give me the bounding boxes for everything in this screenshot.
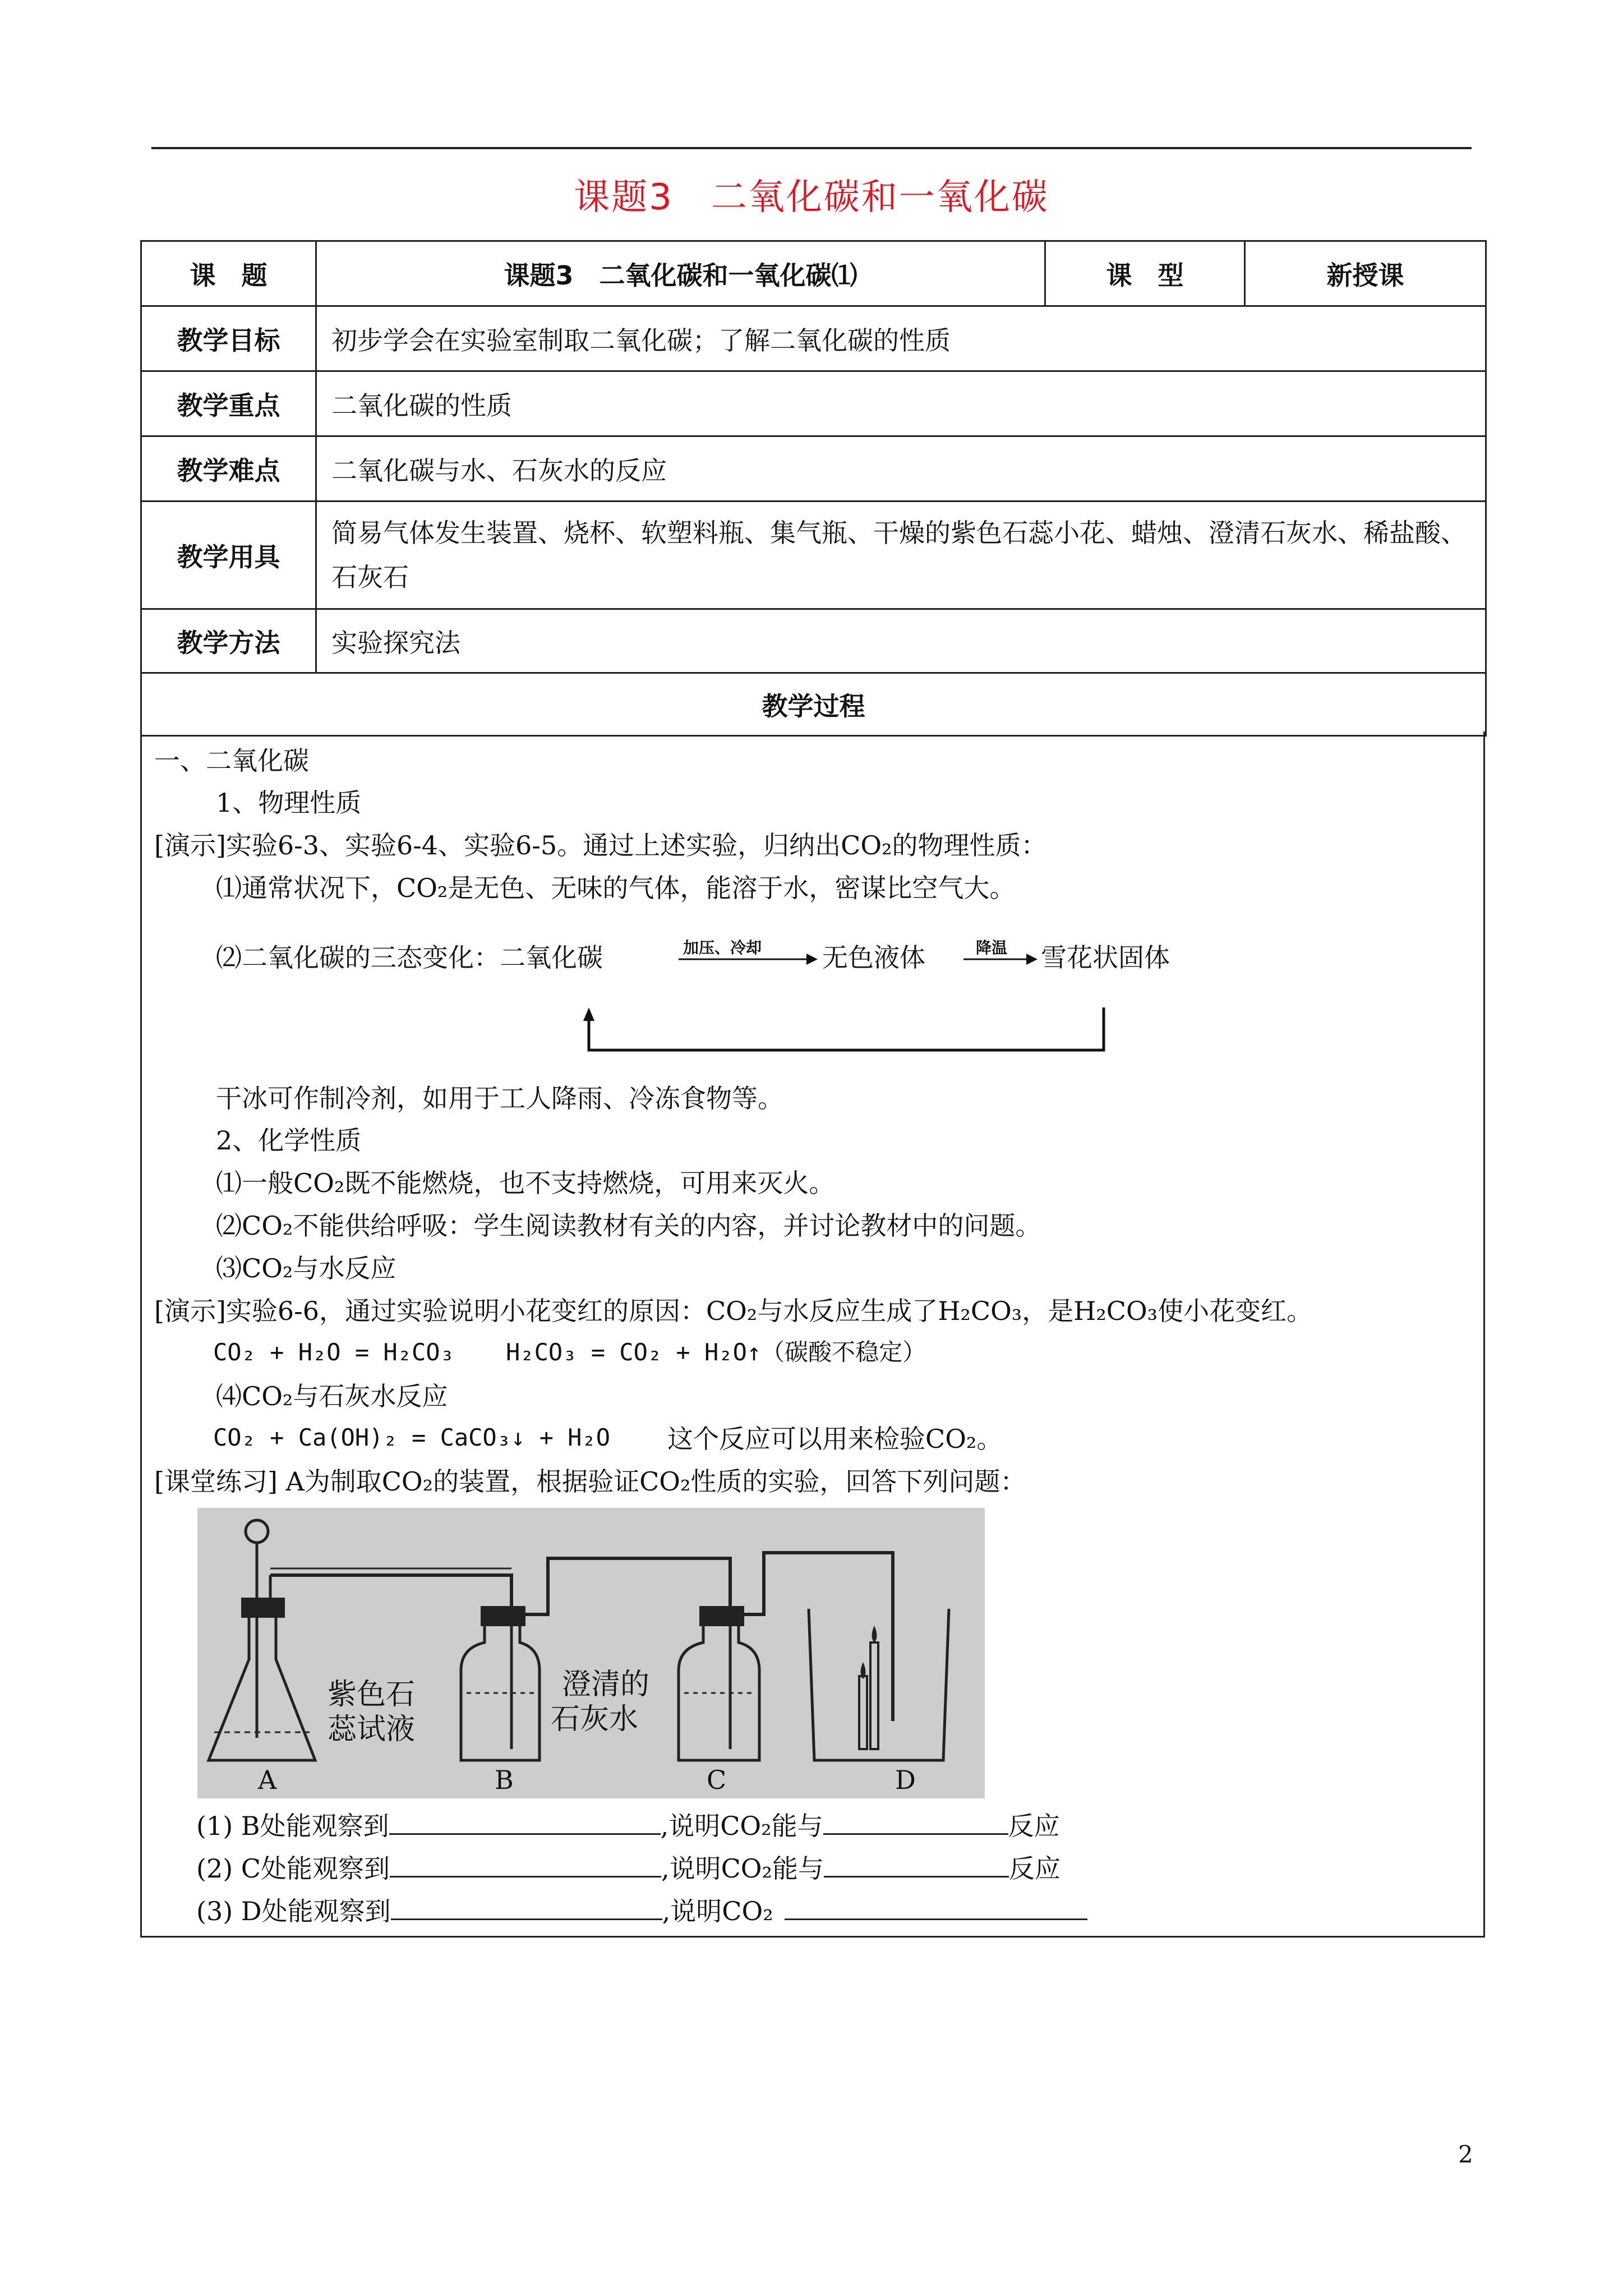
- question-2-prompt: (2) C处能观察到: [196, 1853, 390, 1884]
- tools-value: 简易气体发生装置、烧杯、软塑料瓶、集气瓶、干燥的紫色石蕊小花、蜡烛、澄清石灰水、稀盐酸、石灰石: [316, 501, 1486, 609]
- equation-1: CO₂ + H₂O = H₂CO₃: [213, 1338, 454, 1366]
- label-limewater-line1: 澄清的: [562, 1668, 650, 1701]
- question-3: [196, 1898, 1087, 1924]
- chemical-property-1: ⑴一般CO₂既不能燃烧，也不支持燃烧，可用来灭火。: [216, 1168, 835, 1198]
- page-title: 课题3 二氧化碳和一氧化碳: [574, 177, 1049, 218]
- question-2-middle: ,说明CO₂能与: [661, 1853, 824, 1884]
- state-solid: 雪花状固体: [1041, 942, 1170, 973]
- question-2-end: 反应: [1008, 1853, 1061, 1884]
- subsection-physical: 1、物理性质: [216, 788, 362, 818]
- dry-ice-note: 干冰可作制冷剂，如用于工人降雨、冷冻食物等。: [216, 1083, 783, 1114]
- label-c: C: [707, 1765, 727, 1795]
- state-liquid: 无色液体: [822, 942, 925, 973]
- demo-chemical: [演示]实验6-6，通过实验说明小花变红的原因：CO₂与水反应生成了H₂CO₃，是H₂CO₃使小花变红。: [154, 1296, 1313, 1326]
- equation-3-note: 这个反应可以用来检验CO₂。: [667, 1424, 1003, 1454]
- question-3-blank-observe[interactable]: [391, 1899, 662, 1920]
- label-d: D: [895, 1765, 916, 1795]
- equation-3: CO₂ + Ca(OH)₂ = CaCO₃↓ + H₂O: [213, 1424, 611, 1451]
- topic-value: 课题3 二氧化碳和一氧化碳⑴: [316, 241, 1045, 306]
- chemical-property-4: ⑷CO₂与石灰水反应: [216, 1381, 448, 1411]
- arrow-label-cool: 降温: [976, 938, 1008, 957]
- question-2-blank-react[interactable]: [824, 1857, 1009, 1878]
- difficulty-label: 教学难点: [141, 436, 316, 501]
- state-change-prefix: ⑵二氧化碳的三态变化：二氧化碳: [216, 942, 603, 973]
- goal-value: 初步学会在实验室制取二氧化碳；了解二氧化碳的性质: [316, 306, 1486, 371]
- method-label: 教学方法: [141, 609, 316, 673]
- key-point-value: 二氧化碳的性质: [316, 371, 1486, 436]
- goal-label: 教学目标: [141, 306, 316, 371]
- topic-label: 课 题: [141, 241, 316, 306]
- practice-intro: [课堂练习] A为制取CO₂的装置，根据验证CO₂性质的实验，回答下列问题：: [154, 1466, 1026, 1497]
- label-limewater-line2: 石灰水: [551, 1703, 639, 1736]
- question-3-prompt: (3) D处能观察到: [196, 1896, 391, 1926]
- question-3-blank-conclusion[interactable]: [785, 1899, 1087, 1920]
- section-heading: 一、二氧化碳: [154, 746, 309, 776]
- tools-label: 教学用具: [141, 501, 316, 609]
- demo-physical: [演示]实验6-3、实验6-4、实验6-5。通过上述实验，归纳出CO₂的物理性质：: [154, 830, 1047, 861]
- subsection-chemical: 2、化学性质: [216, 1125, 362, 1156]
- difficulty-value: 二氧化碳与水、石灰水的反应: [316, 436, 1486, 501]
- question-1-blank-react[interactable]: [823, 1814, 1008, 1835]
- key-point-label: 教学重点: [141, 371, 316, 436]
- chemical-property-3: ⑶CO₂与水反应: [216, 1253, 396, 1283]
- equation-2: H₂CO₃ = CO₂ + H₂O↑（碳酸不稳定）: [506, 1338, 926, 1366]
- question-1-end: 反应: [1008, 1811, 1060, 1841]
- question-3-middle: ,说明CO₂: [662, 1896, 773, 1926]
- label-a: A: [258, 1765, 277, 1795]
- apparatus-drawing: [197, 1508, 985, 1798]
- apparatus-figure: [197, 1508, 985, 1798]
- question-2: [196, 1853, 1061, 1884]
- question-1: [196, 1813, 1060, 1839]
- process-heading: 教学过程: [141, 673, 1486, 736]
- label-litmus-line2: 蕊试液: [328, 1713, 416, 1746]
- question-1-middle: ,说明CO₂能与: [660, 1811, 823, 1841]
- label-litmus-line1: 紫色石: [328, 1678, 416, 1711]
- page-number: 2: [1458, 2141, 1473, 2168]
- label-b: B: [495, 1765, 514, 1795]
- method-value: 实验探究法: [316, 609, 1486, 673]
- state-change-arrows: [0, 0, 1623, 1122]
- chemical-property-2: ⑵CO₂不能供给呼吸：学生阅读教材有关的内容，并讨论教材中的问题。: [216, 1211, 1041, 1241]
- question-1-prompt: (1) B处能观察到: [196, 1811, 389, 1841]
- arrow-label-pressurize: 加压、冷却: [683, 938, 762, 957]
- type-label: 课 型: [1045, 241, 1245, 306]
- type-value: 新授课: [1245, 241, 1486, 306]
- question-2-blank-observe[interactable]: [390, 1857, 661, 1878]
- physical-property-1: ⑴通常状况下，CO₂是无色、无味的气体，能溶于水，密谋比空气大。: [216, 873, 1016, 903]
- question-1-blank-observe[interactable]: [389, 1814, 661, 1835]
